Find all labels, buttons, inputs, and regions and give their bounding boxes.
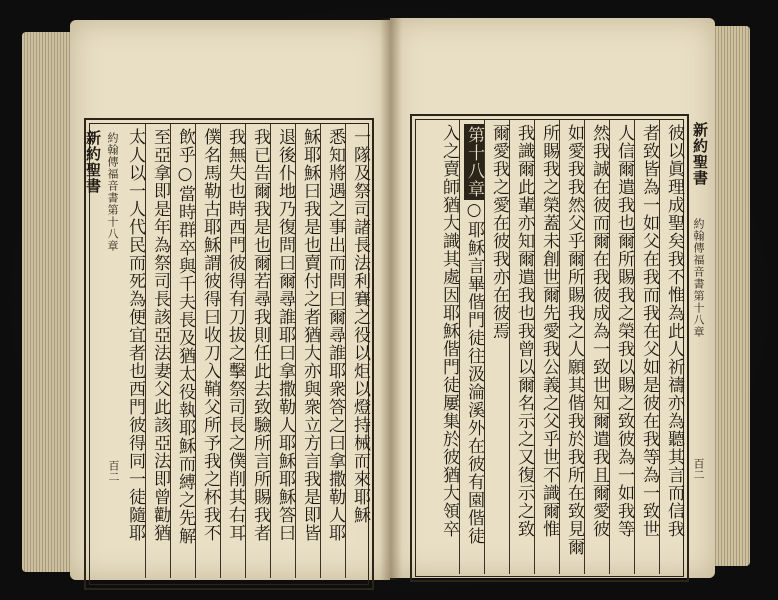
left-page-number: 百二 [107, 460, 120, 482]
left-text-column: 一隊及祭司諸長法利賽之役以炬以燈持械而來耶穌 [350, 128, 370, 524]
right-page-number: 百二 [692, 458, 705, 480]
left-running-title: 新約聖書 [84, 130, 102, 194]
left-text-column: 至亞拿即是年為祭司長該亞法妻父此該亞法即曾勸猶 [150, 128, 170, 542]
right-chapter-label: 約翰傳福音書第十八章 [692, 218, 705, 338]
left-text-column: 我無失也時西門彼得有刀拔之擊祭司長之僕削其右耳 [225, 128, 245, 542]
right-text-column: 我識爾此輩亦知爾遣我也我曾以爾名示之又復示之致 [514, 124, 534, 538]
left-text-column: 僕名馬勒古耶穌謂彼得曰收刀入鞘父所予我之杯我不 [200, 128, 220, 542]
right-text-column: 者致皆為一如父在我而我在父如是彼在我等為一致世 [639, 124, 659, 538]
right-running-title: 新約聖書 [691, 122, 709, 186]
left-text-column: 退後仆地乃復問曰爾尋誰耶曰拿撒勒人耶穌耶穌答曰 [275, 128, 295, 542]
right-text-column: 然我誠在彼而爾在我彼成為一致世知爾遣我且爾愛彼 [589, 124, 609, 538]
right-text-column: 如愛我我然父乎爾所賜我之人願其偕我於我所在致見爾 [564, 124, 584, 556]
chapter-start-column [462, 124, 486, 574]
right-text-column: 所賜我之榮蓋未創世爾先愛我公義之父乎世不識爾惟 [539, 124, 559, 538]
left-chapter-label: 約翰傳福音書第十八章 [106, 132, 119, 252]
left-text-column: 太人以一人代民而死為便宜者也西門彼得同一徒隨耶 [125, 128, 145, 542]
right-text-column: 人信爾遣我也爾所賜我之榮我以賜之致彼為一如我等 [614, 124, 634, 538]
chapter-text: 耶穌言畢偕門徒往汲淪溪外在彼有園偕徒 [464, 221, 484, 545]
chapter-heading: 第十八章 [464, 126, 484, 198]
right-text-column: 爾愛我之愛在彼我亦在彼焉 [489, 124, 509, 340]
left-text-column: 飲乎○當時群卒與千夫長及猶太役執耶穌而縛之先解 [175, 128, 195, 545]
right-text-column: 彼以眞理成聖矣我不惟為此人祈禱亦為聽其言而信我 [664, 124, 684, 538]
left-text-column: 悉知將遇之事出而問曰爾尋誰耶衆答之曰拿撒勒人耶 [325, 128, 345, 542]
right-page [390, 18, 715, 578]
chapter-text-column: 入之賣師猶大識其處因耶穌偕門徒屢集於彼猶大領卒 [439, 124, 459, 538]
left-text-column: 我已告爾我是也爾若尋我則任此去致驗所言所賜我者 [250, 128, 270, 542]
book-gutter [380, 18, 402, 580]
left-page [70, 20, 390, 580]
section-mark-icon: ○ [464, 200, 484, 221]
left-text-column: 穌耶穌曰我是也賣付之者猶大亦與衆立方言我是即皆 [300, 128, 320, 542]
